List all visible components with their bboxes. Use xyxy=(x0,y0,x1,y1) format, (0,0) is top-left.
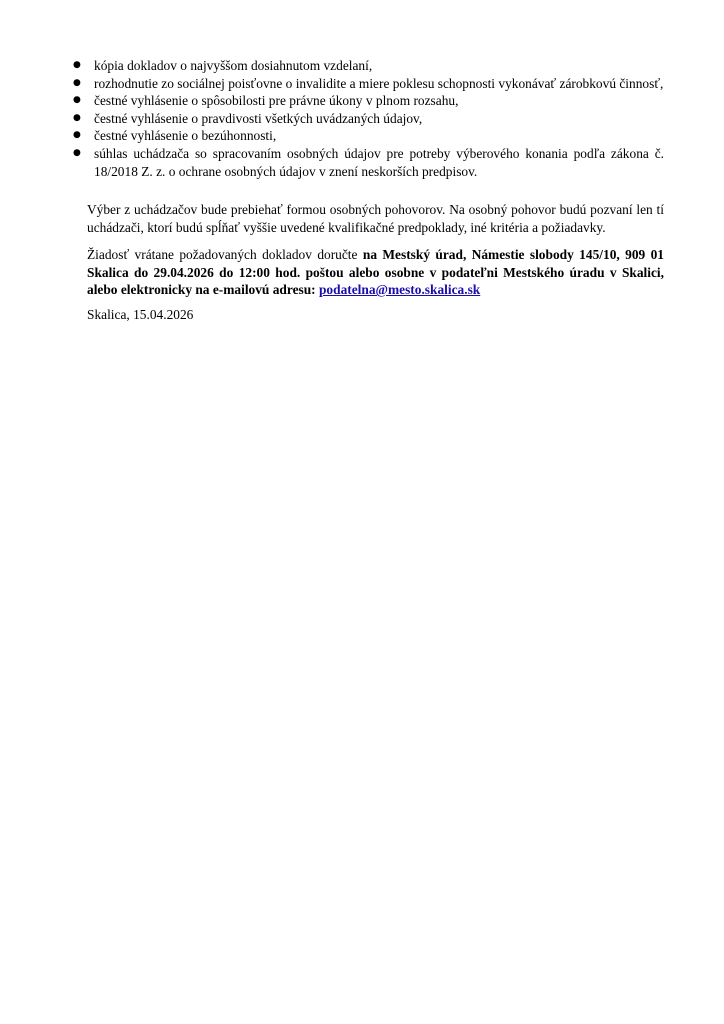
list-item-text: rozhodnutie zo sociálnej poisťovne o invalidite a miere poklesu schopnosti vykonávať zárobkovú činnosť, xyxy=(94,75,664,91)
bullet-icon: ● xyxy=(73,112,81,123)
bullet-icon: ● xyxy=(73,60,81,70)
bullet-icon: ● xyxy=(73,77,81,88)
place-date: Skalica, 15.04.2026 xyxy=(87,307,194,322)
list-item xyxy=(60,92,664,110)
list-item xyxy=(60,127,664,145)
list-item xyxy=(60,110,664,128)
bullet-icon: ● xyxy=(73,95,81,106)
list-item-text: čestné vyhlásenie o pravdivosti všetkých uvádzaných údajov, xyxy=(94,110,423,126)
list-item xyxy=(60,75,664,93)
list-item xyxy=(60,145,664,180)
list-item-text: kópia dokladov o najvyššom dosiahnutom vzdelaní, xyxy=(94,58,373,73)
list-item xyxy=(60,57,664,75)
submission-address: na Mestský úrad, Námestie slobody 145/10, 909 01 Skalica do 29.04.2026 do 12:00 hod. poštou alebo osobne v podateľni Mestského úradu v Skalici, alebo elektronicky na e-mailovú adresu: xyxy=(87,247,664,298)
submission-paragraph xyxy=(87,246,664,299)
submission-intro: Žiadosť vrátane požadovaných dokladov doručte xyxy=(87,247,363,262)
bullet-icon: ● xyxy=(73,147,81,158)
list-item-text: čestné vyhlásenie o spôsobilosti pre právne úkony v plnom rozsahu, xyxy=(94,93,459,109)
list-item-text: súhlas uchádzača so spracovaním osobných údajov pre potreby výberového konania podľa zákona č. 18/2018 Z. z. o ochrane osobných údajov v znení neskorších predpisov. xyxy=(94,145,664,179)
bullet-icon: ● xyxy=(73,130,81,141)
list-item-text: čestné vyhlásenie o bezúhonnosti, xyxy=(94,128,277,144)
selection-paragraph: Výber z uchádzačov bude prebiehať formou osobných pohovorov. Na osobný pohovor budú pozvaní len tí uchádzači, ktorí budú spĺňať vyššie uvedené kvalifikačné predpoklady, iné kritéria a požiadavky. xyxy=(87,202,664,235)
email-link[interactable]: podatelna@mesto.skalica.sk xyxy=(318,282,481,298)
requirements-list xyxy=(60,57,664,180)
